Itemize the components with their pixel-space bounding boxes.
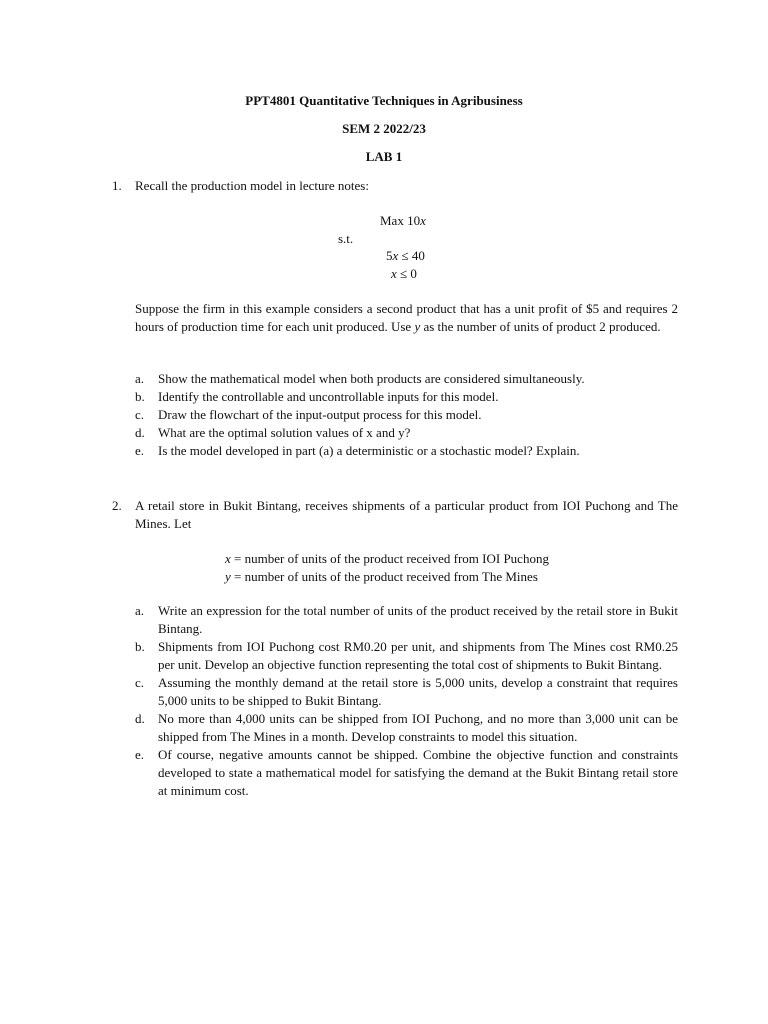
question-1-paragraph: Suppose the firm in this example considers a second product that has a unit profit of $5 and requires 2 hours of production time for each unit produced. Use y as the number of units of product 2 produced. (135, 301, 678, 334)
list-item: e. Of course, negative amounts cannot be shipped. Combine the objective function and constraints developed to state a mathematical model for satisfying the demand at the Bukit Bintang retail store at minimum cost. (135, 747, 678, 798)
question-2-parts (135, 602, 678, 800)
list-item: d. No more than 4,000 units can be shipped from IOI Puchong, and no more than 3,000 unit can be shipped from The Mines in a month. Develop constraints to model this situation. (135, 711, 678, 744)
list-item: a. Show the mathematical model when both products are considered simultaneously. (135, 371, 585, 386)
list-item: a. Write an expression for the total number of units of the product received by the retail store in Bukit Bintang. (135, 603, 678, 636)
model-constraint-1: 5x ≤ 40 (386, 248, 425, 263)
question-2-number: 2. (112, 498, 122, 513)
semester-label: SEM 2 2022/23 (342, 121, 426, 136)
list-item: e. Is the model developed in part (a) a deterministic or a stochastic model? Explain. (135, 443, 580, 458)
model-subject-to: s.t. (338, 231, 354, 246)
definition-x: x = number of units of the product received from IOI Puchong (225, 551, 549, 566)
definition-y: y = number of units of the product received from The Mines (225, 569, 538, 584)
question-2-intro: A retail store in Bukit Bintang, receives shipments of a particular product from IOI Puchong and The Mines. Let (135, 498, 678, 531)
question-1-intro: Recall the production model in lecture notes: (135, 178, 369, 193)
list-item: b. Identify the controllable and uncontrollable inputs for this model. (135, 389, 499, 404)
model-objective: Max 10x (380, 213, 426, 228)
list-item: d. What are the optimal solution values of x and y? (135, 425, 411, 440)
question-1-number: 1. (112, 178, 122, 193)
list-item: c. Assuming the monthly demand at the retail store is 5,000 units, develop a constraint that requires 5,000 units to be shipped to Bukit Bintang. (135, 675, 678, 708)
lab-label: LAB 1 (365, 149, 403, 164)
list-item: b. Shipments from IOI Puchong cost RM0.20 per unit, and shipments from The Mines cost RM0.25 per unit. Develop an objective function representing the total cost of shipments to Bukit Bintang. (135, 639, 678, 672)
model-constraint-2: x ≤ 0 (391, 266, 417, 281)
course-title: PPT4801 Quantitative Techniques in Agribusiness (245, 93, 523, 108)
question-1-parts (135, 370, 678, 460)
list-item: c. Draw the flowchart of the input-output process for this model. (135, 407, 482, 422)
